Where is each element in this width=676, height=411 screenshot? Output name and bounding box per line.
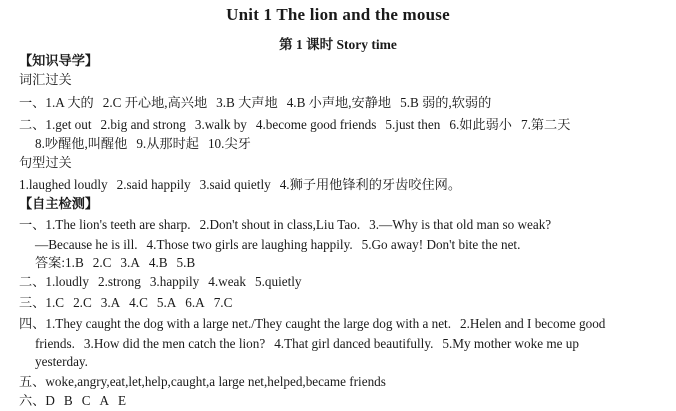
- answer-label: 答案:: [35, 255, 66, 270]
- check-one-item: 3.—Why is that old man so weak?: [369, 217, 552, 232]
- vocab-two-item: 9.从那时起: [136, 136, 199, 151]
- vocab-two-item: 5.just then: [385, 117, 441, 132]
- check-three-item: 4.C: [129, 295, 148, 310]
- check-answer-row: [35, 254, 195, 272]
- check-four-item: 5.My mother woke me up: [442, 336, 579, 351]
- check-part-one-line2: [35, 236, 520, 254]
- check-two-item: 3.happily: [149, 274, 200, 289]
- check-three-item: 1.C: [45, 295, 65, 310]
- vocab-two-item: 10.尖牙: [207, 136, 251, 151]
- vocab-two-item: 3.walk by: [194, 117, 247, 132]
- check-six-item: A: [99, 393, 110, 408]
- check-two-item: 5.quietly: [255, 274, 302, 289]
- vocab-one-item: 4.B 小声地,安静地: [286, 95, 392, 110]
- check-six-item: C: [81, 393, 91, 408]
- sentence-answers: [19, 176, 461, 194]
- check-six-prefix: 六、: [19, 393, 46, 408]
- check-part-four-line3: yesterday.: [35, 354, 88, 369]
- check-six-item: E: [118, 393, 127, 408]
- check-three-item: 2.C: [73, 295, 92, 310]
- vocab-heading: 词汇过关: [19, 72, 72, 87]
- check-four-item: 4.That girl danced beautifully.: [274, 336, 434, 351]
- check-part-one-line1: [19, 216, 551, 234]
- check-four-item: 3.How did the men catch the lion?: [83, 336, 266, 351]
- check-part-four-line1: [19, 315, 605, 333]
- check-three-prefix: 三、: [19, 295, 46, 310]
- check-three-item: 7.C: [213, 295, 233, 310]
- check-four-item: 2.Helen and I become good: [460, 316, 606, 331]
- sentence-heading: 句型过关: [19, 155, 72, 170]
- lesson-subtitle: 第 1 课时 Story time: [279, 37, 397, 52]
- check-one-prefix: 一、: [19, 217, 46, 232]
- vocab-one-item: 1.A 大的: [45, 95, 94, 110]
- vocab-two-prefix: 二、: [19, 117, 46, 132]
- check-one-item: 2.Don't shout in class,Liu Tao.: [199, 217, 361, 232]
- answer-item: 5.B: [176, 255, 196, 270]
- answer-item: 3.A: [120, 255, 140, 270]
- answer-item: 4.B: [148, 255, 168, 270]
- sentence-item: 1.laughed loudly: [19, 177, 108, 192]
- vocab-part-two-line2: [35, 135, 251, 153]
- check-part-three: [19, 294, 232, 312]
- check-four-prefix: 四、: [19, 316, 46, 331]
- vocab-two-item: 7.第二天: [520, 117, 571, 132]
- check-part-four-line2: [35, 335, 579, 353]
- check-one-item: 4.Those two girls are laughing happily.: [146, 237, 353, 252]
- check-part-two: [19, 273, 302, 291]
- check-six-item: D: [45, 393, 55, 408]
- vocab-part-two-line1: [19, 116, 570, 134]
- section-selfcheck: 【自主检测】: [19, 196, 99, 211]
- check-part-six: [19, 392, 126, 410]
- vocab-one-item: 2.C 开心地,高兴地: [102, 95, 208, 110]
- vocab-two-item: 1.get out: [45, 117, 92, 132]
- vocab-part-one: [19, 94, 491, 112]
- check-three-item: 3.A: [100, 295, 121, 310]
- check-one-item: —Because he is ill.: [35, 237, 138, 252]
- answer-item: 1.B: [65, 255, 84, 270]
- sentence-item: 2.said happily: [116, 177, 191, 192]
- check-six-item: B: [63, 393, 73, 408]
- check-two-item: 4.weak: [208, 274, 246, 289]
- vocab-two-item: 6.如此弱小: [449, 117, 512, 132]
- page-title: Unit 1 The lion and the mouse: [226, 5, 450, 24]
- vocab-one-item: 3.B 大声地: [216, 95, 278, 110]
- answer-item: 2.C: [92, 255, 112, 270]
- check-four-item: friends.: [35, 336, 75, 351]
- check-one-item: 5.Go away! Don't bite the net.: [361, 237, 521, 252]
- sentence-item: 3.said quietly: [199, 177, 271, 192]
- check-four-item: 1.They caught the dog with a large net./They caught the large dog with a net.: [45, 316, 452, 331]
- section-guide: 【知识导学】: [19, 53, 99, 68]
- check-three-item: 5.A: [156, 295, 177, 310]
- check-part-five: [19, 373, 386, 391]
- check-one-item: 1.The lion's teeth are sharp.: [45, 217, 191, 232]
- check-two-item: 1.loudly: [45, 274, 89, 289]
- vocab-one-item: 5.B 弱的,软弱的: [400, 95, 492, 110]
- vocab-two-item: 4.become good friends: [255, 117, 377, 132]
- sentence-item: 4.狮子用他锋利的牙齿咬住网。: [279, 177, 462, 192]
- check-two-prefix: 二、: [19, 274, 46, 289]
- check-two-item: 2.strong: [97, 274, 141, 289]
- vocab-two-item: 2.big and strong: [100, 117, 186, 132]
- check-three-item: 6.A: [185, 295, 205, 310]
- check-five-text: woke,angry,eat,let,help,caught,a large net,helped,became friends: [45, 374, 386, 389]
- vocab-one-prefix: 一、: [19, 95, 46, 110]
- vocab-two-item: 8.吵醒他,叫醒他: [35, 136, 128, 151]
- check-five-prefix: 五、: [19, 374, 46, 389]
